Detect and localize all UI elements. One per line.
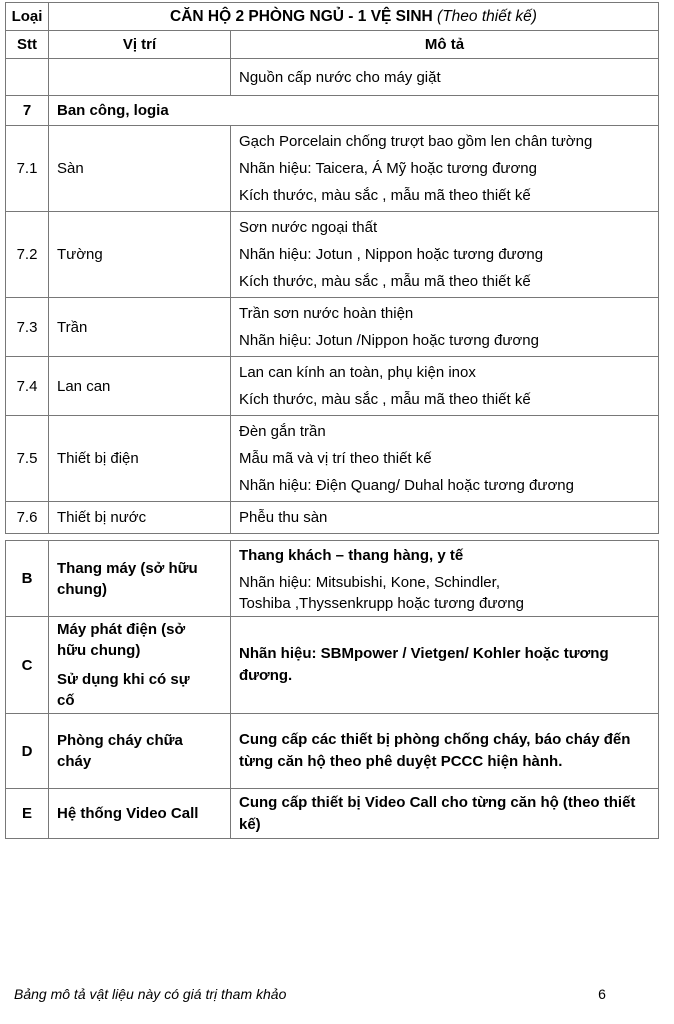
cell-stt-empty	[6, 59, 49, 96]
cell-mota: Cung cấp thiết bị Video Call cho từng căn hộ (theo thiết kế)	[231, 789, 659, 839]
cell-mota	[231, 298, 659, 357]
cell-stt: 7.5	[6, 416, 49, 502]
table-row-7-4	[6, 357, 659, 416]
cell-vitri-empty	[49, 59, 231, 96]
apartment-type-title-suffix: (Theo thiết kế)	[437, 7, 537, 25]
table-row-7-1	[6, 126, 659, 212]
vitri-line: Máy phát điện (sở hữu chung)	[57, 621, 186, 659]
mota-title: Thang khách – thang hàng, y tế	[239, 547, 464, 564]
table-row-7-2	[6, 212, 659, 298]
apartment-type-title: CĂN HỘ 2 PHÒNG NGỦ - 1 VỆ SINH	[170, 7, 433, 25]
table-row-7-5	[6, 416, 659, 502]
table-row-D	[6, 714, 659, 789]
cell-mota	[231, 212, 659, 298]
cell-stt: 7.4	[6, 357, 49, 416]
mota-line: Nhãn hiệu: Jotun /Nippon hoặc tương đương	[239, 332, 539, 349]
cell-vitri: Thiết bị nước	[49, 502, 231, 534]
cell-stt: 7.3	[6, 298, 49, 357]
col-header-stt: Stt	[6, 31, 49, 59]
spec-table	[5, 2, 659, 534]
mota-line: Đèn gắn trần	[239, 423, 326, 440]
header-title	[49, 3, 659, 31]
mota-line: Trần sơn nước hoàn thiện	[239, 305, 414, 322]
table-row-E	[6, 789, 659, 839]
vitri-line: Hệ thống Video Call	[57, 805, 199, 822]
vitri-line: Thang máy (sở hữu chung)	[57, 559, 198, 598]
mota-line: Sơn nước ngoại thất	[239, 219, 378, 236]
table-row-carryover	[6, 59, 659, 96]
cell-mota: Nhãn hiệu: SBMpower / Vietgen/ Kohler hoặc tương đương.	[231, 617, 659, 714]
mota-line: Gạch Porcelain chống trượt bao gồm len chân tường	[239, 133, 593, 150]
mota-line: Kích thước, màu sắc , mẫu mã theo thiết kế	[239, 273, 531, 290]
cell-vitri	[49, 789, 231, 839]
cell-vitri: Thiết bị điện	[49, 416, 231, 502]
cell-mota	[231, 126, 659, 212]
cell-id: D	[6, 714, 49, 789]
cell-vitri: Trần	[49, 298, 231, 357]
cell-vitri: Sàn	[49, 126, 231, 212]
mota-line: Nhãn hiệu: Jotun , Nippon hoặc tương đương	[239, 246, 544, 263]
table-row-7-6	[6, 502, 659, 534]
cell-id: B	[6, 541, 49, 617]
cell-vitri	[49, 541, 231, 617]
shared-systems-table	[5, 540, 659, 839]
cell-stt: 7.2	[6, 212, 49, 298]
mota-line: Phễu thu sàn	[239, 509, 328, 526]
footer-note: Bảng mô tả vật liệu này có giá trị tham khảo	[14, 986, 287, 1002]
cell-vitri	[49, 714, 231, 789]
cell-mota	[231, 416, 659, 502]
cell-mota: Cung cấp các thiết bị phòng chống cháy, báo cháy đến từng căn hộ theo phê duyệt PCCC hiện hành.	[231, 714, 659, 789]
cell-stt: 7	[6, 96, 49, 126]
section-row-7	[6, 96, 659, 126]
cell-vitri: Tường	[49, 212, 231, 298]
table-row-C	[6, 617, 659, 714]
vitri-line: Phòng cháy chữa cháy	[57, 732, 183, 770]
mota-line: Nhãn hiệu: Điện Quang/ Duhal hoặc tương đương	[239, 477, 574, 494]
vitri-line: Sử dụng khi có sự cố	[57, 671, 190, 709]
cell-mota: Nguồn cấp nước cho máy giặt	[231, 59, 659, 96]
cell-mota	[231, 541, 659, 617]
cell-id: E	[6, 789, 49, 839]
cell-vitri: Lan can	[49, 357, 231, 416]
column-header-row	[6, 31, 659, 59]
table-row-B	[6, 541, 659, 617]
page-number: 6	[598, 986, 606, 1002]
mota-line: Kích thước, màu sắc , mẫu mã theo thiết kế	[239, 391, 531, 408]
mota-line: Nhãn hiệu: Taicera, Á Mỹ hoặc tương đương	[239, 160, 537, 177]
cell-stt: 7.1	[6, 126, 49, 212]
cell-mota	[231, 502, 659, 534]
mota-line: Lan can kính an toàn, phụ kiện inox	[239, 364, 476, 381]
cell-mota	[231, 357, 659, 416]
table-row-7-3	[6, 298, 659, 357]
cell-id: C	[6, 617, 49, 714]
col-header-vitri: Vị trí	[49, 31, 231, 59]
mota-line: Nhãn hiệu: Mitsubishi, Kone, Schindler,	[239, 574, 500, 591]
cell-stt: 7.6	[6, 502, 49, 534]
section-label: Ban công, logia	[49, 96, 659, 126]
col-header-mota: Mô tả	[231, 31, 659, 59]
table-header-row	[6, 3, 659, 31]
mota-line: Kích thước, màu sắc , mẫu mã theo thiết kế	[239, 187, 531, 204]
header-loai: Loại	[6, 3, 49, 31]
mota-line: Mẫu mã và vị trí theo thiết kế	[239, 450, 432, 467]
cell-vitri	[49, 617, 231, 714]
mota-line: Toshiba ,Thyssenkrupp hoặc tương đương	[239, 595, 524, 612]
